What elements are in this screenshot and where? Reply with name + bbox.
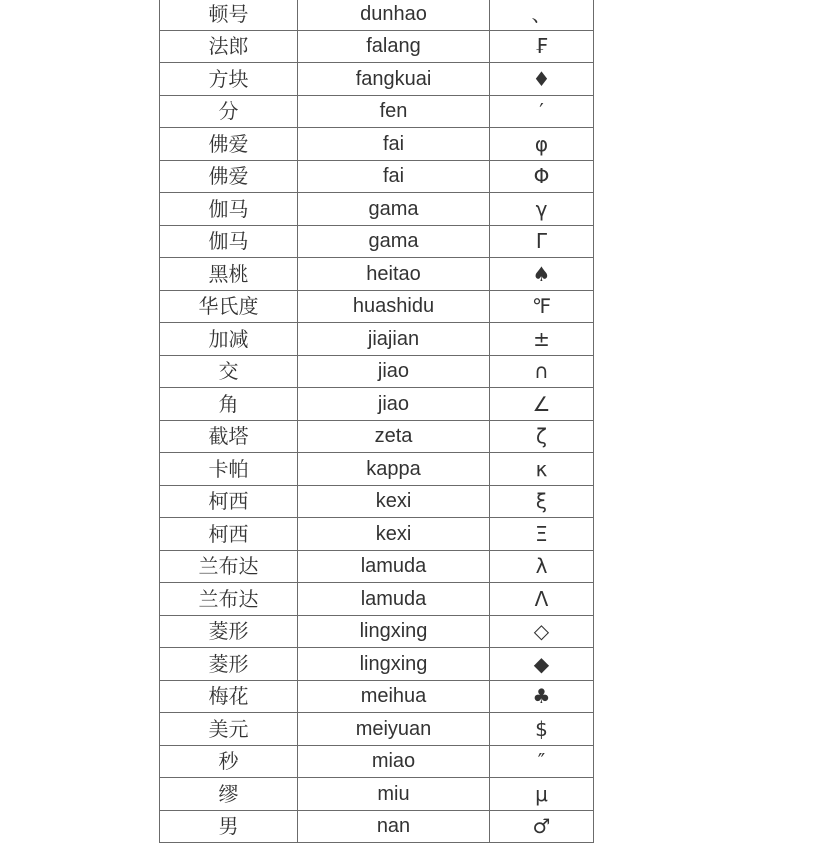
table-row xyxy=(160,95,594,128)
symbol-cell: φ xyxy=(490,128,594,161)
pinyin-cell: heitao xyxy=(298,258,490,291)
pinyin-cell: meihua xyxy=(298,680,490,713)
symbol-cell: ∠ xyxy=(490,388,594,421)
chinese-name-cell: 黑桃 xyxy=(160,258,298,291)
table-row xyxy=(160,323,594,356)
table-row xyxy=(160,225,594,258)
chinese-name-cell: 柯西 xyxy=(160,518,298,551)
chinese-name-cell: 分 xyxy=(160,95,298,128)
symbol-cell: ◆ xyxy=(490,648,594,681)
symbol-cell: ₣ xyxy=(490,30,594,63)
pinyin-cell: fen xyxy=(298,95,490,128)
symbol-cell: 、 xyxy=(490,0,594,30)
chinese-name-cell: 卡帕 xyxy=(160,453,298,486)
symbol-cell: ♣ xyxy=(490,680,594,713)
chinese-name-cell: 交 xyxy=(160,355,298,388)
table-row xyxy=(160,128,594,161)
pinyin-cell: fangkuai xyxy=(298,63,490,96)
chinese-name-cell: 角 xyxy=(160,388,298,421)
table-row xyxy=(160,193,594,226)
pinyin-cell: falang xyxy=(298,30,490,63)
table-row xyxy=(160,680,594,713)
chinese-name-cell: 兰布达 xyxy=(160,550,298,583)
chinese-name-cell: 缪 xyxy=(160,778,298,811)
pinyin-cell: meiyuan xyxy=(298,713,490,746)
symbol-cell: Γ xyxy=(490,225,594,258)
symbol-cell: $ xyxy=(490,713,594,746)
table-row xyxy=(160,550,594,583)
pinyin-cell: fai xyxy=(298,160,490,193)
table-row xyxy=(160,615,594,648)
symbol-cell: ◇ xyxy=(490,615,594,648)
pinyin-cell: lingxing xyxy=(298,648,490,681)
chinese-name-cell: 菱形 xyxy=(160,648,298,681)
symbol-cell: ″ xyxy=(490,745,594,778)
table-row xyxy=(160,745,594,778)
table-row xyxy=(160,30,594,63)
symbol-cell: ξ xyxy=(490,485,594,518)
table-row xyxy=(160,0,594,30)
chinese-name-cell: 柯西 xyxy=(160,485,298,518)
table-row xyxy=(160,290,594,323)
pinyin-cell: jiao xyxy=(298,355,490,388)
chinese-name-cell: 男 xyxy=(160,810,298,843)
chinese-name-cell: 兰布达 xyxy=(160,583,298,616)
symbol-cell: γ xyxy=(490,193,594,226)
table-row xyxy=(160,453,594,486)
table-row xyxy=(160,485,594,518)
chinese-name-cell: 佛爱 xyxy=(160,128,298,161)
chinese-name-cell: 顿号 xyxy=(160,0,298,30)
table-row xyxy=(160,778,594,811)
chinese-name-cell: 方块 xyxy=(160,63,298,96)
chinese-name-cell: 菱形 xyxy=(160,615,298,648)
pinyin-cell: dunhao xyxy=(298,0,490,30)
chinese-name-cell: 法郎 xyxy=(160,30,298,63)
symbol-cell: ± xyxy=(490,323,594,356)
table-row xyxy=(160,583,594,616)
symbol-cell: λ xyxy=(490,550,594,583)
pinyin-cell: miu xyxy=(298,778,490,811)
pinyin-cell: nan xyxy=(298,810,490,843)
symbol-cell: ♂ xyxy=(490,810,594,843)
symbol-cell: Ξ xyxy=(490,518,594,551)
pinyin-cell: jiao xyxy=(298,388,490,421)
pinyin-cell: lamuda xyxy=(298,550,490,583)
table-row xyxy=(160,810,594,843)
symbol-cell: μ xyxy=(490,778,594,811)
chinese-name-cell: 伽马 xyxy=(160,225,298,258)
pinyin-cell: gama xyxy=(298,225,490,258)
pinyin-cell: kappa xyxy=(298,453,490,486)
pinyin-cell: fai xyxy=(298,128,490,161)
symbol-cell: ℉ xyxy=(490,290,594,323)
table-row xyxy=(160,160,594,193)
chinese-name-cell: 秒 xyxy=(160,745,298,778)
table-row xyxy=(160,518,594,551)
pinyin-cell: lingxing xyxy=(298,615,490,648)
symbol-cell: ζ xyxy=(490,420,594,453)
pinyin-cell: kexi xyxy=(298,518,490,551)
table-row xyxy=(160,355,594,388)
chinese-name-cell: 佛爱 xyxy=(160,160,298,193)
pinyin-cell: kexi xyxy=(298,485,490,518)
symbol-cell: ∩ xyxy=(490,355,594,388)
table-row xyxy=(160,420,594,453)
pinyin-cell: miao xyxy=(298,745,490,778)
pinyin-cell: huashidu xyxy=(298,290,490,323)
table-row xyxy=(160,648,594,681)
symbol-cell: ♦ xyxy=(490,63,594,96)
symbol-table xyxy=(159,0,594,843)
chinese-name-cell: 伽马 xyxy=(160,193,298,226)
chinese-name-cell: 美元 xyxy=(160,713,298,746)
pinyin-cell: lamuda xyxy=(298,583,490,616)
symbol-cell: Φ xyxy=(490,160,594,193)
pinyin-cell: zeta xyxy=(298,420,490,453)
table-row xyxy=(160,713,594,746)
symbol-cell: κ xyxy=(490,453,594,486)
pinyin-cell: gama xyxy=(298,193,490,226)
symbol-table-body xyxy=(160,0,594,843)
chinese-name-cell: 截塔 xyxy=(160,420,298,453)
pinyin-cell: jiajian xyxy=(298,323,490,356)
table-row xyxy=(160,258,594,291)
chinese-name-cell: 加减 xyxy=(160,323,298,356)
symbol-cell: Λ xyxy=(490,583,594,616)
table-row xyxy=(160,63,594,96)
chinese-name-cell: 华氏度 xyxy=(160,290,298,323)
symbol-cell: ♠ xyxy=(490,258,594,291)
chinese-name-cell: 梅花 xyxy=(160,680,298,713)
table-row xyxy=(160,388,594,421)
symbol-cell: ′ xyxy=(490,95,594,128)
